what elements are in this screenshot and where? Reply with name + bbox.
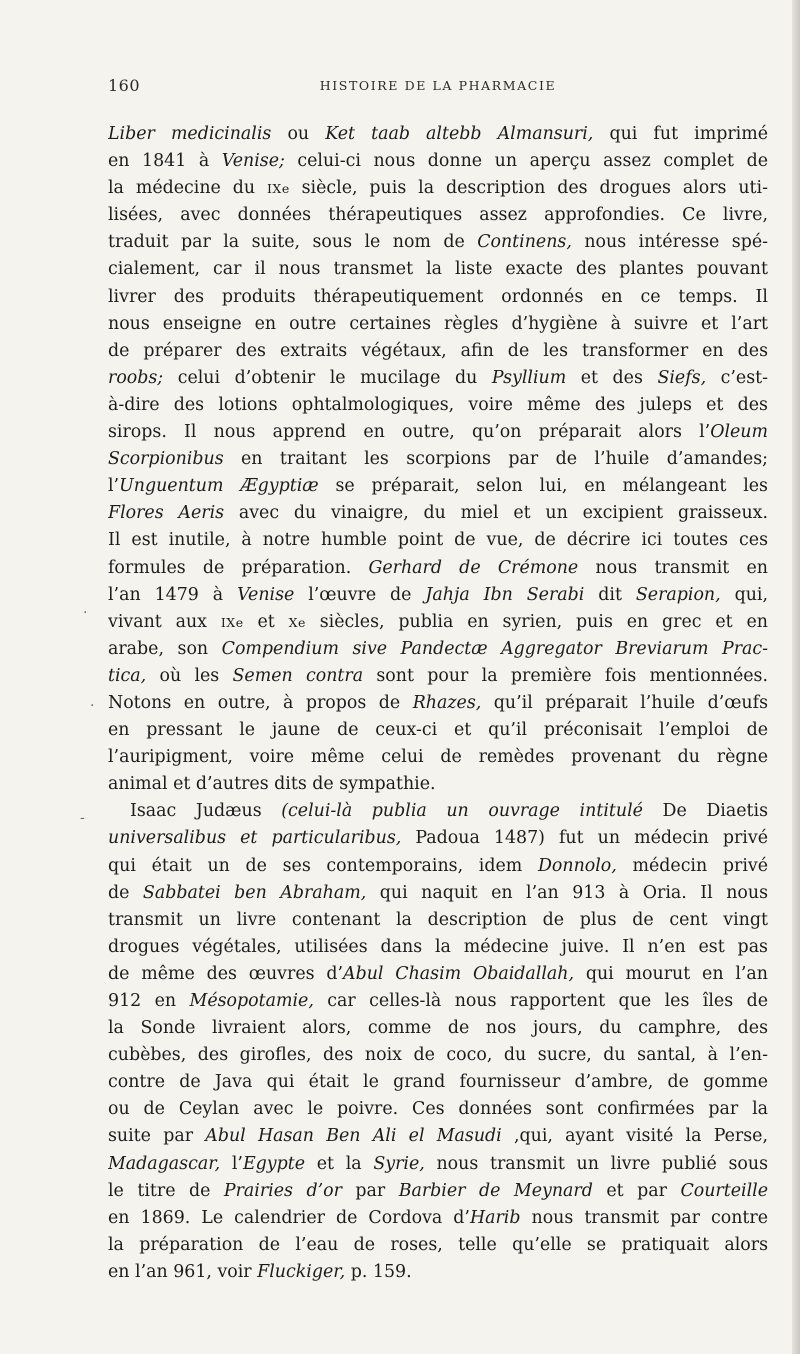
italic-phrase: Abul Hasan Ben Ali el Masudi [205,1126,502,1147]
text-line [108,500,768,527]
text-line [108,1096,768,1123]
text-run: siècles, publia en syrien, puis en grec et en [305,611,768,632]
italic-phrase: Liber medicinalis [108,124,272,144]
body-text [108,121,768,1286]
text-run: le titre de [108,1180,224,1201]
text-run: arabe, son [108,638,222,659]
text-run: la préparation de l’eau de roses, telle qu’elle se pratiquait alors [108,1234,768,1255]
text-run: à-dire des lotions ophtalmologiques, voire même des juleps et des [108,394,768,415]
text-run: 912 en [108,991,190,1011]
text-run: de même des œuvres d’ [108,963,344,984]
italic-phrase: Oleum [710,422,768,443]
italic-phrase: Egypte [242,1153,306,1174]
text-run: se préparait, selon lui, en mélangeant les [318,476,768,497]
italic-phrase: Rhazes, [412,692,482,713]
text-run: ,qui, ayant visité la Perse, [501,1126,768,1147]
text-line [108,1259,768,1286]
text-run: formules de préparation. [108,557,369,578]
text-run: ou de Ceylan avec le poivre. Ces données sont confirmées par la [108,1099,768,1120]
stray-mark: - [80,810,85,826]
page-number: 160 [108,76,141,95]
text-line [108,1232,768,1259]
text-run: suite par [108,1126,206,1147]
text-run: livrer des produits thérapeutiquement ordonnés en ce temps. Il [108,286,768,307]
italic-phrase: Harib [469,1207,521,1228]
italic-phrase: Ket taab altebb Almansuri, [325,124,594,144]
text-run: où les [146,665,233,686]
text-run: contre de Java qui était le grand fournisseur d’ambre, de gomme [108,1072,768,1093]
text-line [108,609,768,636]
text-run: animal et d’autres dits de sympathie. [108,774,436,795]
text-line [108,311,768,338]
italic-phrase: tica, [108,665,147,686]
italic-phrase: Gerhard de Crémone [368,557,579,578]
text-run: siècle, puis la description des drogues alors uti- [289,178,768,199]
text-line [108,717,768,744]
text-line [108,934,768,961]
italic-phrase: Donnolo, [537,855,617,876]
text-run: celui-ci nous donne un aperçu assez complet de [284,151,768,172]
text-run: Padoua 1487) fut un médecin privé [401,828,768,849]
century-numeral: Xe [288,614,306,630]
text-line [108,121,768,148]
running-title: HISTOIRE DE LA PHARMACIE [319,78,557,93]
text-line [108,744,768,771]
italic-phrase: Abul Chasim Obaidallah, [343,963,575,984]
italic-phrase: Courteille [680,1180,768,1201]
text-run: la Sonde livraient alors, comme de nos jours, du camphre, des [108,1018,768,1039]
text-run: l’auripigment, voire même celui de remèdes provenant du règne [108,747,768,768]
text-run: et des [566,367,658,388]
text-line [108,555,768,582]
text-run: de [108,882,143,903]
text-line [108,880,768,907]
text-run: et [243,611,289,632]
text-line [108,338,768,365]
text-line [108,202,768,229]
italic-phrase: Flores Aeris [108,503,225,524]
century-numeral: IXe [266,181,290,197]
text-line [108,527,768,554]
text-run: cialement, car il nous transmet la liste exacte des plantes pouvant [108,259,768,280]
text-line [108,690,768,717]
text-line [108,419,768,446]
text-run: Il est inutile, à notre humble point de vue, de décrire ici toutes ces [108,530,768,551]
text-run: en pressant le jaune de ceux-ci et qu’il préconisait l’emploi de [108,720,768,741]
text-run: De Diaetis [662,801,768,822]
text-line [108,473,768,500]
text-run: nous transmit par contre [520,1207,768,1228]
italic-phrase: Mésopotamie, [189,991,314,1011]
italic-phrase: Unguentum Ægyptiæ [119,476,319,497]
text-run: qu’il préparait l’huile d’œufs [481,692,768,713]
italic-phrase: Venise; [221,151,285,172]
text-line [108,798,768,825]
text-line [108,229,768,256]
italic-phrase: Jahja Ibn Serabi [425,584,585,605]
text-line [108,1205,768,1232]
text-run: cubèbes, des girofles, des noix de coco, du sucre, du santal, à l’en- [108,1045,768,1066]
italic-phrase: Fluckiger, [257,1261,346,1282]
text-line [108,582,768,609]
text-run: sont pour la première fois mentionnées. [363,665,768,686]
italic-phrase: Psyllium [491,367,567,388]
text-line [108,446,768,473]
text-run: l’an 1479 à [108,584,238,605]
text-run: la médecine du [108,178,267,199]
text-run: avec du vinaigre, du miel et un excipient graisseux. [224,503,768,524]
text-run: par [341,1180,399,1201]
text-line [108,853,768,880]
italic-phrase: Serapion, [635,584,721,605]
text-run: nous intéresse spé- [571,232,768,253]
italic-phrase: Continens, [477,232,572,253]
stray-mark: . [83,601,88,617]
text-run: et par [592,1180,681,1201]
text-run: en 1841 à [108,151,222,172]
text-run: nous enseigne en outre certaines règles d’hygiène à suivre et l’art [108,313,768,334]
text-run: c’est- [706,367,768,388]
italic-phrase: Scorpionibus [108,449,224,470]
italic-phrase: (celui-là publia un ouvrage intitulé [261,801,663,822]
running-head [108,76,768,100]
italic-phrase: Madagascar, [108,1153,221,1174]
text-line [108,825,768,852]
italic-phrase: Venise [237,584,295,605]
text-line [108,392,768,419]
text-run: en l’an 961, voir [108,1261,258,1282]
italic-phrase: Siefs, [657,367,707,388]
text-run: qui, [720,584,768,605]
page-edge [792,0,800,1354]
text-run: nous transmit en [578,557,768,578]
stray-mark: . [90,694,95,710]
text-run: et la [305,1153,374,1174]
text-line [108,256,768,283]
text-run: dit [584,584,636,605]
century-numeral: IXe [220,614,244,630]
italic-phrase: roobs; [108,367,164,388]
text-line [108,663,768,690]
text-run: lisées, avec données thérapeutiques assez approfondies. Ce livre, [108,205,768,226]
text-run: en traitant les scorpions par de l’huile d’amandes; [223,449,768,470]
italic-phrase: Barbier de Meynard [398,1180,593,1201]
italic-phrase: Prairies d’or [223,1180,342,1201]
text-run: Isaac Judæus [130,801,262,822]
text-run: celui d’obtenir le mucilage du [163,367,492,388]
text-run: l’œuvre de [294,584,426,605]
italic-phrase: Compendium sive Pandectæ Aggregator Breviarum Prac- [221,638,768,659]
text-run: transmit un livre contenant la description de plus de cent vingt [108,909,768,930]
text-run: ou [271,124,326,144]
text-line [108,148,768,175]
text-line [108,1178,768,1205]
text-line [108,1151,768,1178]
italic-phrase: Syrie, [373,1153,425,1174]
text-line [108,961,768,988]
text-run: qui fut imprimé [593,124,768,144]
text-line [108,365,768,392]
text-run: vivant aux [108,611,221,632]
text-line [108,175,768,202]
text-run: drogues végétales, utilisées dans la médecine juive. Il n’en est pas [108,936,768,957]
text-run: Notons en outre, à propos de [108,692,413,713]
text-line [108,988,768,1015]
text-run: l’ [220,1153,243,1174]
text-run: qui était un de ses contemporains, idem [108,855,538,876]
text-line [108,907,768,934]
text-run: l’ [108,476,120,497]
text-run: car celles-là nous rapportent que les îles de [313,991,768,1011]
text-run: médecin privé [616,855,768,876]
text-line [108,1069,768,1096]
text-line [108,771,768,798]
italic-phrase: universalibus et particularibus, [108,828,402,849]
text-run: de préparer des extraits végétaux, afin de les transformer en des [108,340,768,361]
italic-phrase: Semen contra [232,665,364,686]
text-line [108,636,768,663]
text-run: p. 159. [345,1261,412,1282]
text-run: en 1869. Le calendrier de Cordova d’ [108,1207,470,1228]
italic-phrase: Sabbatei ben Abraham, [142,882,367,903]
text-run: qui mourut en l’an [574,963,768,984]
text-run: qui naquit en l’an 913 à Oria. Il nous [366,882,768,903]
text-line [108,1123,768,1150]
text-run: nous transmit un livre publié sous [424,1153,768,1174]
text-line [108,1042,768,1069]
text-line [108,1015,768,1042]
text-line [108,284,768,311]
text-run: traduit par la suite, sous le nom de [108,232,478,253]
text-run: sirops. Il nous apprend en outre, qu’on préparait alors l’ [108,422,711,443]
